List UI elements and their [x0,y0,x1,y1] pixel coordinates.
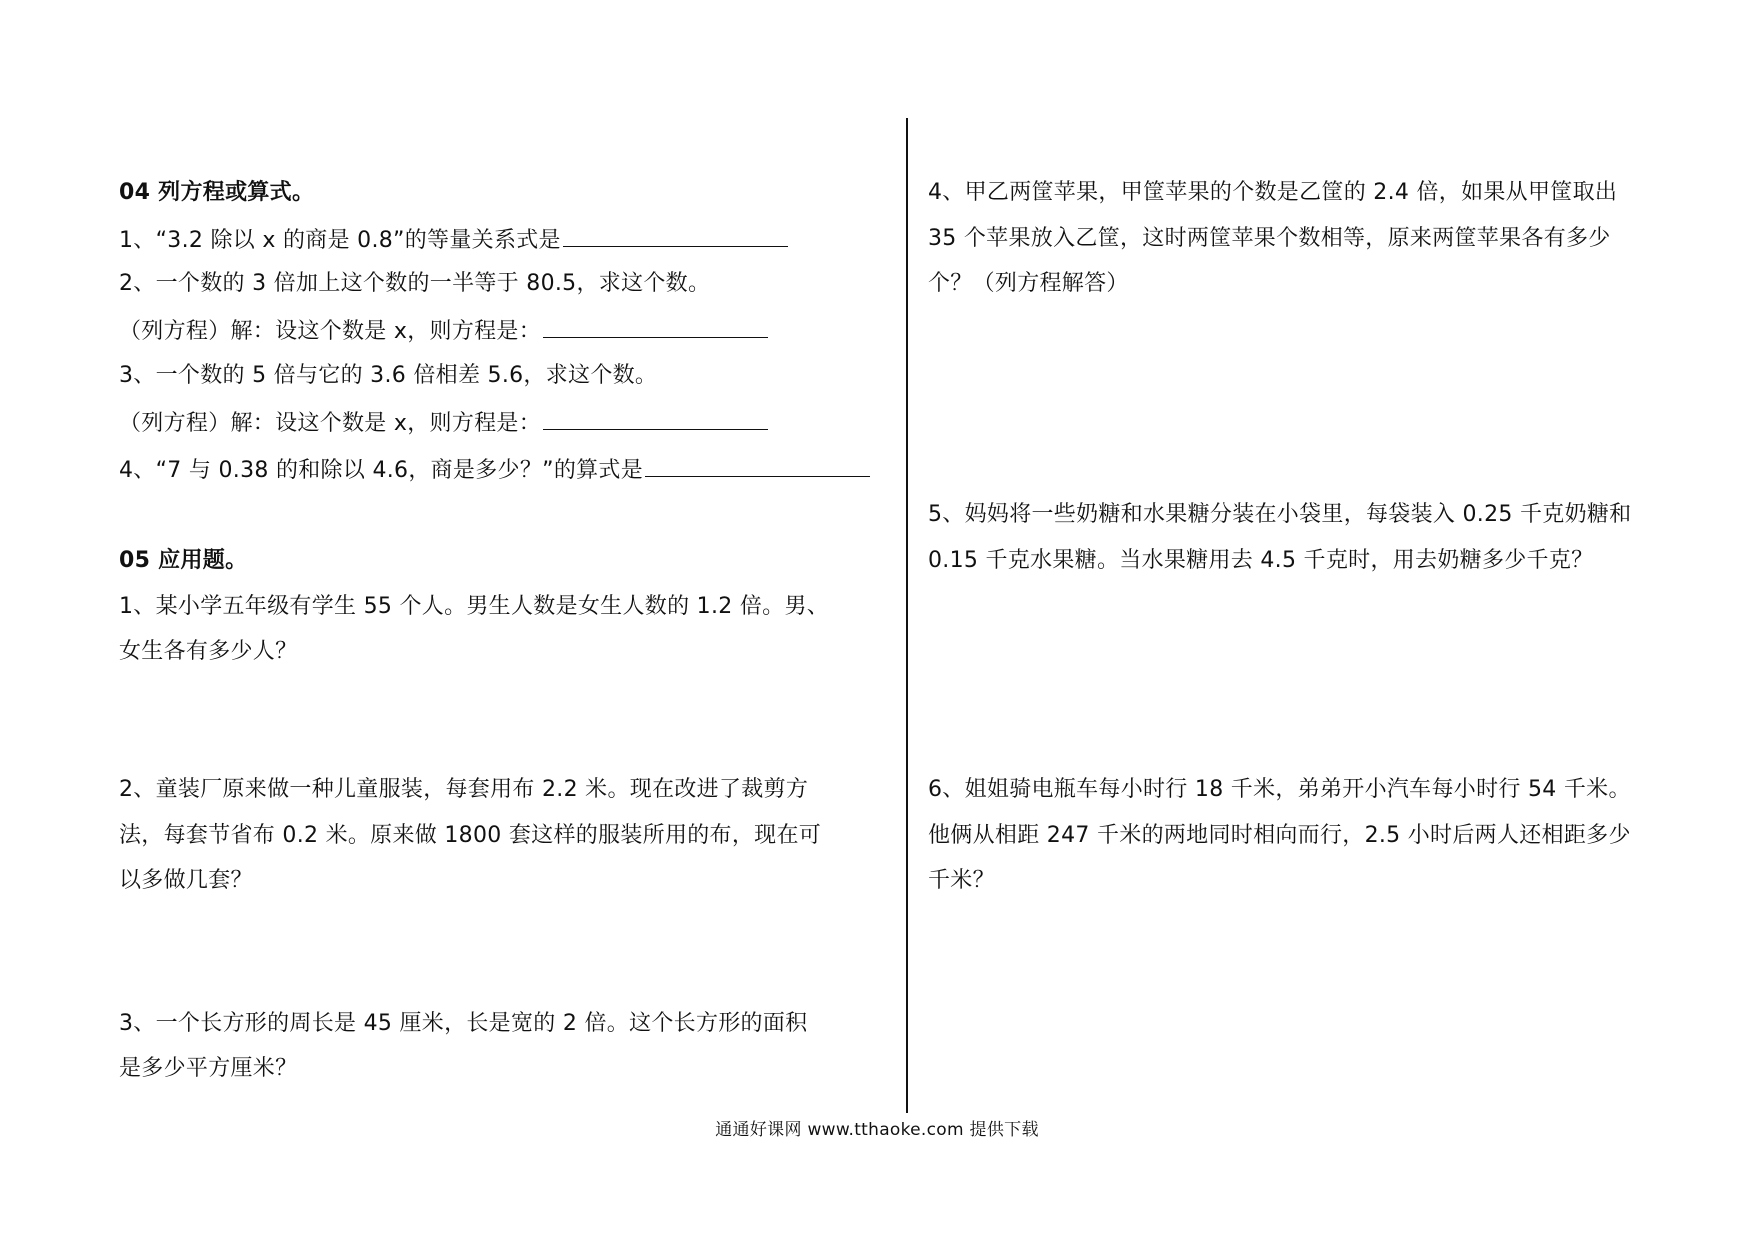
answer-blank[interactable] [645,454,870,477]
s05-question-6-line-1: 6、姐姐骑电瓶车每小时行 18 千米，弟弟开小汽车每小时行 54 千米。 [928,777,1631,802]
s04-q1-text: 1、“3.2 除以 x 的商是 0.8”的等量关系式是 [119,228,561,253]
s05-question-2-line-1: 2、童装厂原来做一种儿童服装，每套用布 2.2 米。现在改进了裁剪方 [119,777,809,802]
s04-q3-equation-prompt: （列方程）解：设这个数是 x，则方程是： [119,411,542,436]
s05-question-4-line-3: 个？（列方程解答） [928,271,1129,296]
s04-q4-text: 4、“7 与 0.38 的和除以 4.6，商是多少？”的算式是 [119,458,644,483]
s05-question-5-line-1: 5、妈妈将一些奶糖和水果糖分装在小袋里，每袋装入 0.25 千克奶糖和 [928,502,1632,527]
s04-question-4 [119,454,870,486]
s05-question-1-line-2: 女生各有多少人？ [119,639,298,664]
s05-question-4-line-2: 35 个苹果放入乙筐，这时两筐苹果个数相等，原来两筐苹果各有多少 [928,226,1611,251]
s04-question-1 [119,224,788,256]
answer-blank[interactable] [563,224,788,247]
s05-question-1-line-1: 1、某小学五年级有学生 55 个人。男生人数是女生人数的 1.2 倍。男、 [119,594,830,619]
s05-question-6-line-2: 他俩从相距 247 千米的两地同时相向而行，2.5 小时后两人还相距多少 [928,823,1631,848]
s04-question-3: 3、一个数的 5 倍与它的 3.6 倍相差 5.6，求这个数。 [119,363,658,388]
answer-blank[interactable] [543,407,768,430]
s05-question-4-line-1: 4、甲乙两筐苹果，甲筐苹果的个数是乙筐的 2.4 倍，如果从甲筐取出 [928,180,1618,205]
footer-credit: 通通好课网 www.tthaoke.com 提供下载 [715,1120,1039,1140]
answer-blank[interactable] [543,315,768,338]
s05-question-3-line-2: 是多少平方厘米？ [119,1056,298,1081]
s05-question-6-line-3: 千米？ [928,868,995,893]
s05-question-5-line-2: 0.15 千克水果糖。当水果糖用去 4.5 千克时，用去奶糖多少千克？ [928,548,1594,573]
section-05-title: 05 应用题。 [119,548,248,573]
column-divider [906,118,908,1113]
section-04-title: 04 列方程或算式。 [119,180,315,205]
s04-question-2: 2、一个数的 3 倍加上这个数的一半等于 80.5，求这个数。 [119,271,711,296]
s05-question-2-line-2: 法，每套节省布 0.2 米。原来做 1800 套这样的服装所用的布，现在可 [119,823,822,848]
s05-question-3-line-1: 3、一个长方形的周长是 45 厘米，长是宽的 2 倍。这个长方形的面积 [119,1011,808,1036]
s04-question-3-equation [119,407,768,439]
s04-question-2-equation [119,315,768,347]
s05-question-2-line-3: 以多做几套？ [119,868,253,893]
s04-q2-equation-prompt: （列方程）解：设这个数是 x，则方程是： [119,319,542,344]
